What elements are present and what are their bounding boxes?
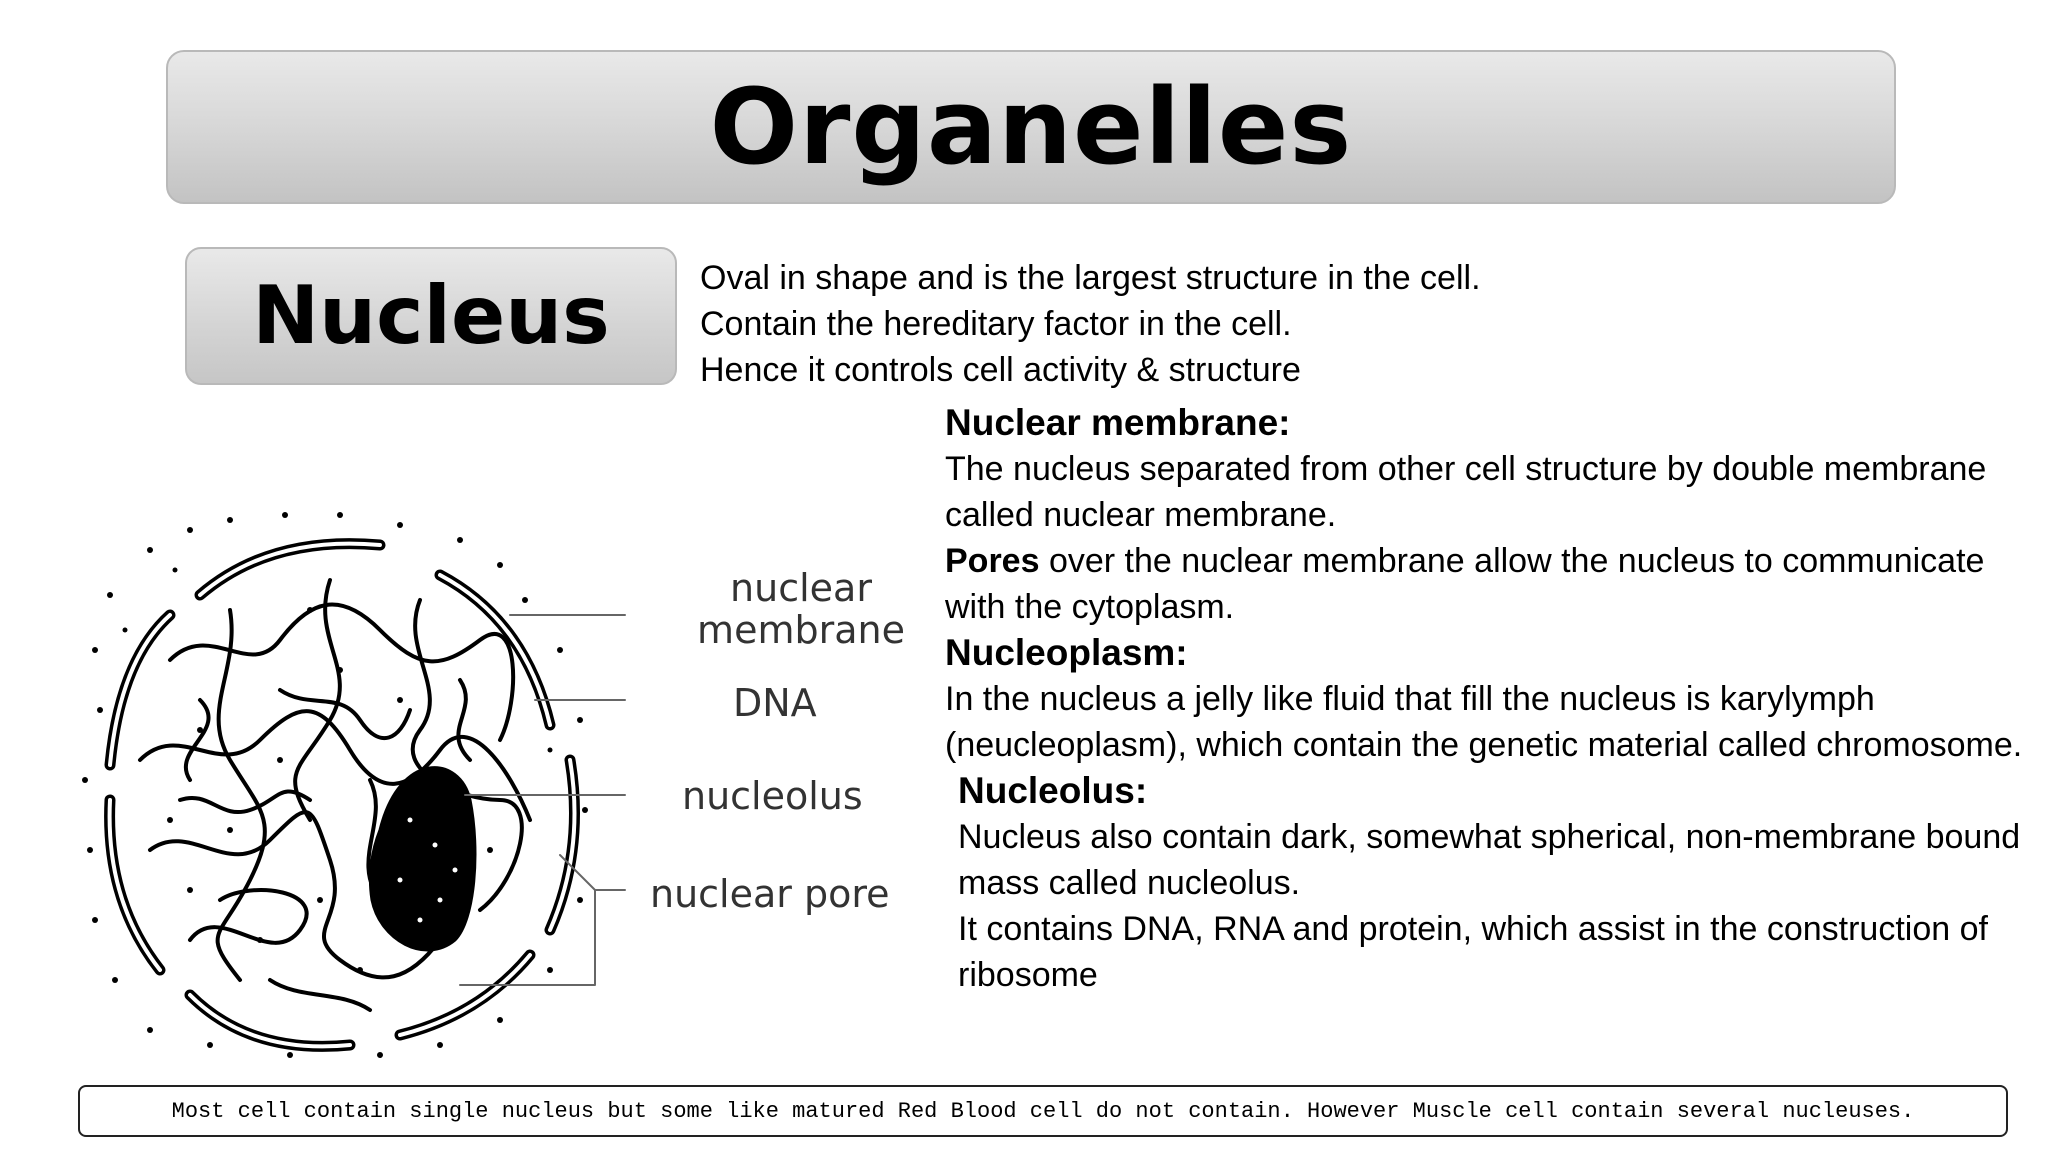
membrane-text: The nucleus separated from other cell structure by double membrane called nuclear membrane. bbox=[945, 450, 1987, 534]
label-dna: DNA bbox=[733, 681, 817, 725]
intro-line: Contain the hereditary factor in the cell. bbox=[700, 305, 1292, 343]
nucleolus-text-2: It contains DNA, RNA and protein, which assist in the construction of ribosome bbox=[958, 910, 1988, 994]
nucleolus-text: Nucleus also contain dark, somewhat spherical, non-membrane bound mass called nucleolus. bbox=[958, 818, 2021, 902]
label-nuclear-pore: nuclear pore bbox=[650, 872, 890, 916]
intro-line: Oval in shape and is the largest structure in the cell. bbox=[700, 259, 1481, 297]
intro-line: Hence it controls cell activity & structure bbox=[700, 351, 1301, 389]
label-nucleolus: nucleolus bbox=[682, 774, 863, 818]
nucleolus-mass bbox=[370, 768, 475, 950]
subtitle-banner bbox=[185, 247, 677, 385]
description bbox=[945, 400, 2035, 998]
label-line: membrane bbox=[697, 608, 905, 652]
nucleus-diagram bbox=[80, 500, 630, 1060]
pores-text bbox=[945, 538, 2035, 630]
title-banner bbox=[166, 50, 1896, 204]
pores-bold: Pores bbox=[945, 542, 1040, 580]
pores-rest: over the nuclear membrane allow the nucleus to communicate with the cytoplasm. bbox=[945, 542, 1985, 626]
nucleoplasm-heading: Nucleoplasm: bbox=[945, 632, 1188, 673]
label-nuclear-membrane bbox=[690, 567, 912, 651]
nucleolus-block bbox=[958, 768, 2035, 998]
nucleolus-heading: Nucleolus: bbox=[958, 770, 1148, 811]
membrane-heading: Nuclear membrane: bbox=[945, 402, 1291, 443]
section-title: Nucleus bbox=[252, 269, 610, 362]
nucleoplasm-text: In the nucleus a jelly like fluid that fill the nucleus is karylymph (neucleoplasm), which contain the genetic material called chromosome. bbox=[945, 680, 2023, 764]
footer-note: Most cell contain single nucleus but some like matured Red Blood cell do not contain. However Muscle cell contain several nucleuses. bbox=[78, 1085, 2008, 1137]
page-title: Organelles bbox=[709, 66, 1353, 188]
label-line: nuclear bbox=[730, 566, 872, 610]
intro-text bbox=[700, 255, 1481, 393]
